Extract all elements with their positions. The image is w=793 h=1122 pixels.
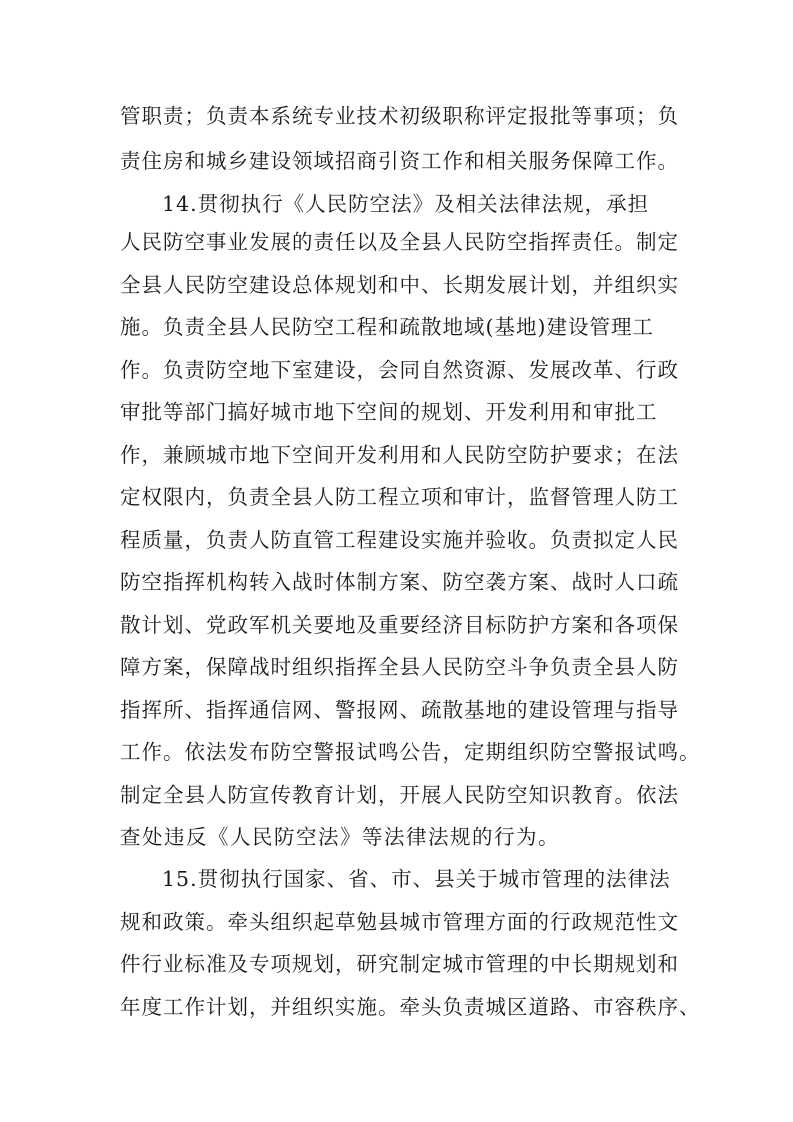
text-line: 散计划、党政军机关要地及重要经济目标防护方案和各项保 <box>120 613 679 637</box>
text-line: 件行业标准及专项规划，研究制定城市管理的中长期规划和 <box>120 952 679 976</box>
text-line: 全县人民防空建设总体规划和中、长期发展计划，并组织实 <box>120 273 679 297</box>
text-line: 审批等部门搞好城市地下空间的规划、开发利用和审批工 <box>120 400 658 424</box>
text-line: 责住房和城乡建设领域招商引资工作和相关服务保障工作。 <box>120 149 679 173</box>
text-line: 工作。依法发布防空警报试鸣公告，定期组织防空警报试鸣。 <box>120 740 701 764</box>
text-line: 人民防空事业发展的责任以及全县人民防空指挥责任。制定 <box>120 230 679 254</box>
text-line: 作。负责防空地下室建设，会同自然资源、发展改革、行政 <box>120 358 679 382</box>
paragraph-14-start: 14.贯彻执行《人民防空法》及相关法律法规，承担 <box>162 192 650 216</box>
text-line: 管职责；负责本系统专业技术初级职称评定报批等事项；负 <box>120 104 679 128</box>
text-line: 指挥所、指挥通信网、警报网、疏散基地的建设管理与指导 <box>120 698 679 722</box>
paragraph-15-start: 15.贯彻执行国家、省、市、县关于城市管理的法律法 <box>162 867 671 891</box>
text-line: 制定全县人防宣传教育计划，开展人民防空知识教育。依法 <box>120 783 679 807</box>
text-line: 查处违反《人民防空法》等法律法规的行为。 <box>120 825 560 849</box>
text-line: 作，兼顾城市地下空间开发利用和人民防空防护要求；在法 <box>120 443 679 467</box>
text-line: 年度工作计划，并组织实施。牵头负责城区道路、市容秩序、 <box>120 995 701 1019</box>
text-line: 施。负责全县人民防空工程和疏散地域(基地)建设管理工 <box>120 315 654 339</box>
text-line: 定权限内，负责全县人防工程立项和审计，监督管理人防工 <box>120 485 679 509</box>
text-line: 防空指挥机构转入战时体制方案、防空袭方案、战时人口疏 <box>120 570 679 594</box>
text-line: 程质量，负责人防直管工程建设实施并验收。负责拟定人民 <box>120 528 679 552</box>
text-line: 障方案，保障战时组织指挥全县人民防空斗争负责全县人防 <box>120 655 679 679</box>
text-line: 规和政策。牵头组织起草勉县城市管理方面的行政规范性文 <box>120 910 679 934</box>
